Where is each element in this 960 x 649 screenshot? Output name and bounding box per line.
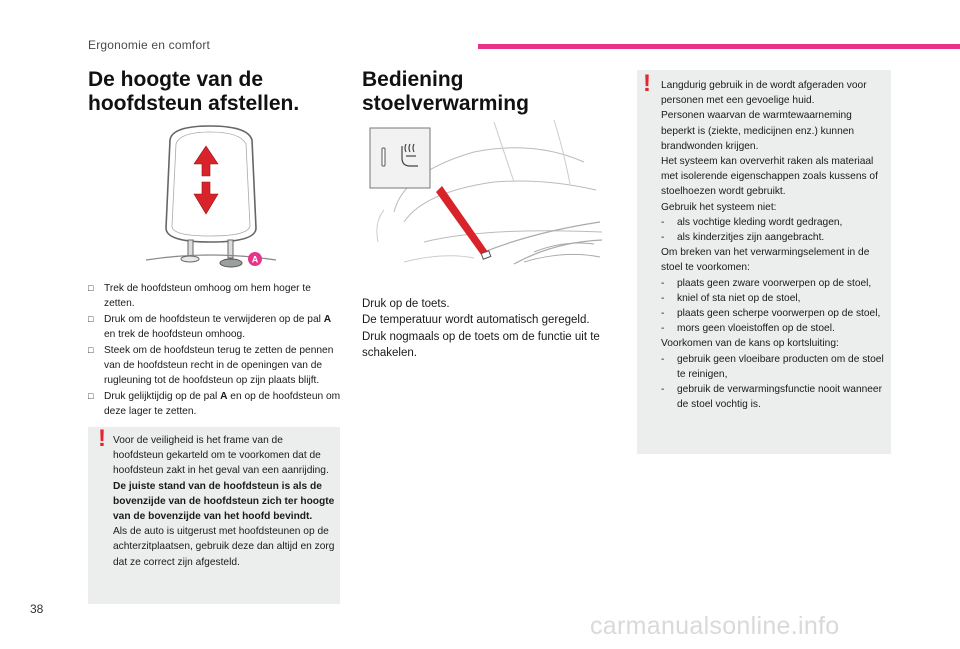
warning-icon: ! <box>98 425 106 452</box>
warning-text: Voor de veiligheid is het frame van de hoofdsteun gekarteld om te voorkomen dat de hoofdsteun zakt in het geval van een aanrijding. <box>113 435 329 477</box>
headrest-steps <box>88 281 344 420</box>
list-item: - als kinderzitjes zijn aangebracht. <box>661 232 825 244</box>
heating-instructions <box>362 296 622 361</box>
list-item: □ Druk om de hoofdsteun te verwijderen op de pal A en trek de hoofdsteun omhoog. <box>88 313 332 341</box>
header-accent-bar <box>478 44 960 49</box>
checkbox-bullet-icon: □ <box>88 390 94 401</box>
list-item: - mors geen vloeistoffen op de stoel. <box>661 323 835 335</box>
warning-text-strong: De juiste stand van de hoofdsteun is als de bovenzijde van de hoofdsteun zich ter hoogte van de bovenzijde van het hoofd bevindt. <box>113 480 335 523</box>
list-item: - plaats geen zware voorwerpen op de stoel, <box>661 277 872 289</box>
checkbox-bullet-icon: □ <box>88 283 94 293</box>
warning-text: Als de auto is uitgerust met hoofdsteunen op de achterzitplaatsen, gebruik deze dan altijd en zorg dat ze correct zijn afgesteld. <box>113 526 335 568</box>
warning-text: Langdurig gebruik in de wordt afgeraden voor personen met een gevoelige huid. <box>661 80 867 107</box>
warning-text: Om breken van het verwarmingselement in de stoel te voorkomen: <box>661 247 870 274</box>
pal-a-button <box>220 259 242 267</box>
instruction-line: Druk op de toets. <box>362 298 450 310</box>
instruction-line: De temperatuur wordt automatisch geregeld. <box>362 314 590 327</box>
heating-warning-box <box>637 70 891 454</box>
seat-heating-illustration <box>364 112 612 282</box>
headrest-illustration <box>140 118 280 278</box>
warning-text: Personen waarvan de warmtewaarneming beperkt is (ziekte, medicijnen enz.) kunnen brandwonden krijgen. <box>661 110 855 152</box>
red-pointer-icon <box>436 186 488 256</box>
warning-text: Het systeem kan oververhit raken als materiaal met isolerende eigenschappen zoals kussens of stoelhoezen wordt gebruikt. <box>661 156 878 198</box>
list-item: □ Trek de hoofdsteun omhoog om hem hoger te zetten. <box>88 283 311 310</box>
list-item: - plaats geen scherpe voorwerpen op de stoel, <box>661 308 881 320</box>
list-item: □ Druk gelijktijdig op de pal A en op de hoofdsteun om deze lager te zetten. <box>88 390 341 418</box>
headrest-cushion <box>166 126 256 242</box>
checkbox-bullet-icon: □ <box>88 313 94 324</box>
heating-title: Bediening stoelverwarming <box>362 68 529 115</box>
headrest-warning-box <box>88 427 340 604</box>
list-item: - gebruik geen vloeibare producten om de stoel te reinigen, <box>661 353 884 380</box>
list-item: - als vochtige kleding wordt gedragen, <box>661 216 843 228</box>
list-item: - gebruik de verwarmingsfunctie nooit wanneer de stoel vochtig is. <box>661 384 882 411</box>
switch-inset-frame <box>370 128 430 188</box>
warning-icon: ! <box>643 70 651 97</box>
instruction-line: Druk nogmaals op de toets om de functie uit te schakelen. <box>362 330 600 359</box>
page-number: 38 <box>30 602 44 616</box>
label-a-text: A <box>251 254 259 265</box>
headrest-title: De hoogte van de hoofdsteun afstellen. <box>88 68 300 115</box>
warning-text: Gebruik het systeem niet: <box>661 201 777 213</box>
warning-text: Voorkomen van de kans op kortsluiting: <box>661 338 839 350</box>
checkbox-bullet-icon: □ <box>88 344 94 355</box>
section-title: Ergonomie en comfort <box>88 38 211 52</box>
list-item: - kniel of sta niet op de stoel, <box>661 292 801 304</box>
watermark-text: carmanualsonline.info <box>590 612 840 640</box>
list-item: □ Steek om de hoofdsteun terug te zetten de pennen van de hoofdsteun recht in de openingen van de rugleuning tot de hoofdsteun op zijn plaats blijft. <box>88 344 334 387</box>
